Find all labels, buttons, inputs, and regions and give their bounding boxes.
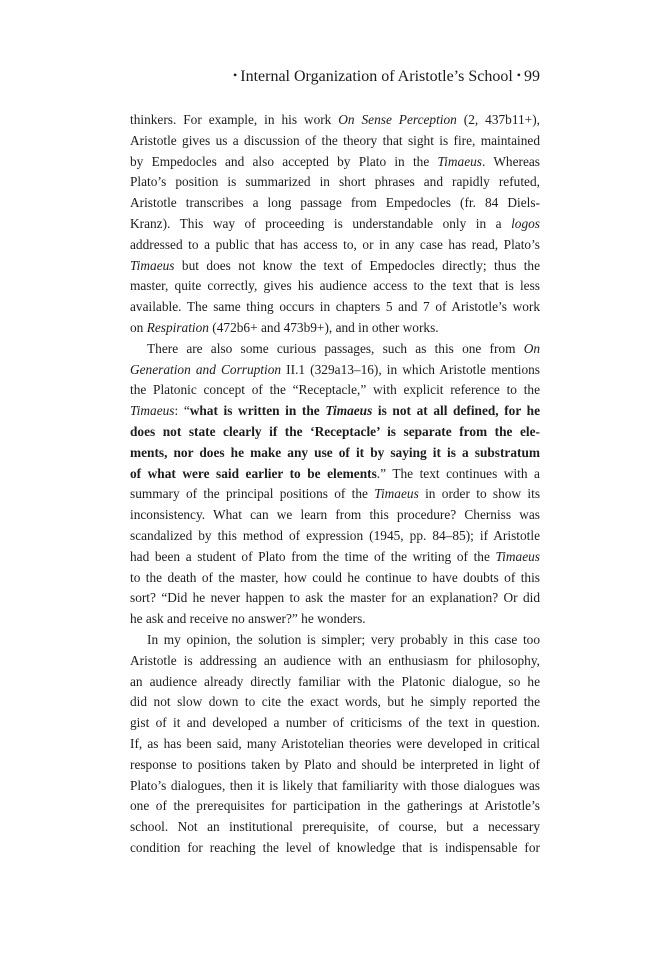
text-line: summary of the principal positions of the Timaeus in order to show its <box>130 486 541 502</box>
text-line: available. The same thing occurs in chapters 5 and 7 of Aristotle’s work <box>130 299 540 315</box>
text-line: Generation and Corruption II.1 (329a13–16), in which Aristotle mentions <box>130 361 541 377</box>
text-line: one of the prerequisites for participation in the gatherings at Aristotle’s <box>130 798 540 814</box>
text-line: the Platonic concept of the “Receptacle,” with explicit reference to the <box>130 382 540 398</box>
text-line: school. Not an institutional prerequisite, of course, but a necessary <box>130 819 540 835</box>
text-line: Timaeus but does not know the text of Empedocles directly; thus the <box>130 257 540 273</box>
text-line: addressed to a public that has access to, or in any case has read, Plato’s <box>130 236 540 252</box>
header-bullet-right: • <box>516 68 521 82</box>
text-line: Aristotle transcribes a long passage from Empedocles (fr. 84 Diels- <box>130 195 540 211</box>
text-line: Aristotle gives us a discussion of the theory that sight is fire, maintained <box>130 132 540 148</box>
header-bullet-left: • <box>233 68 238 82</box>
text-line: inconsistency. What can we learn from this procedure? Cherniss was <box>130 507 540 523</box>
text-line: Plato’s position is summarized in short phrases and rapidly refuted, <box>130 174 540 190</box>
text-line: response to positions taken by Plato and should be interpreted in light of <box>130 756 540 772</box>
text-line: does not state clearly if the ‘Receptacle’ is separate from the ele- <box>130 423 540 439</box>
text-line: Timaeus: “what is written in the Timaeus is not at all defined, for he <box>130 403 541 419</box>
text-line: condition for reaching the level of knowledge that is indispensable for <box>130 839 540 855</box>
text-line: gist of it and developed a number of criticisms of the text in question. <box>130 715 540 731</box>
header-title: Internal Organization of Aristotle’s School <box>240 68 513 85</box>
text-line: If, as has been said, many Aristotelian theories were developed in critical <box>130 735 540 751</box>
text-line: he ask and receive no answer?” he wonders. <box>130 611 366 627</box>
text-line: In my opinion, the solution is simpler; very probably in this case too <box>147 631 540 647</box>
running-header <box>130 64 540 88</box>
text-line: ments, nor does he make any use of it by saying it is a substratum <box>130 444 540 460</box>
text-line: an audience already directly familiar with the Platonic dialogue, so he <box>130 673 540 689</box>
page-number: 99 <box>524 68 540 85</box>
text-line: did not slow down to cite the exact words, but he simply reported the <box>130 694 540 710</box>
text-line: thinkers. For example, in his work On Sense Perception (2, 437b11+), <box>130 112 540 127</box>
text-line: sort? “Did he never happen to ask the master for an explanation? Or did <box>130 590 540 606</box>
text-line: Aristotle is addressing an audience with an enthusiasm for philosophy, <box>130 652 540 668</box>
text-line: master, quite correctly, gives his audience access to the text that is less <box>130 278 540 294</box>
text-line: Kranz). This way of proceeding is understandable only in a logos <box>130 215 540 231</box>
text-line: scandalized by this method of expression (1945, pp. 84–85); if Aristotle <box>130 527 540 543</box>
text-line: to the death of the master, how could he continue to have doubts of this <box>130 569 540 585</box>
text-line: of what were said earlier to be elements.” The text continues with a <box>130 465 540 481</box>
text-line: by Empedocles and also accepted by Plato in the Timaeus. Whereas <box>130 153 540 169</box>
text-line: had been a student of Plato from the time of the writing of the Timaeus <box>130 548 540 564</box>
body-text <box>130 110 540 859</box>
text-line: on Respiration (472b6+ and 473b9+), and in other works. <box>130 319 439 335</box>
text-line: There are also some curious passages, such as this one from On <box>147 340 540 356</box>
text-line: Plato’s dialogues, then it is likely that familiarity with those dialogues was <box>130 777 540 793</box>
